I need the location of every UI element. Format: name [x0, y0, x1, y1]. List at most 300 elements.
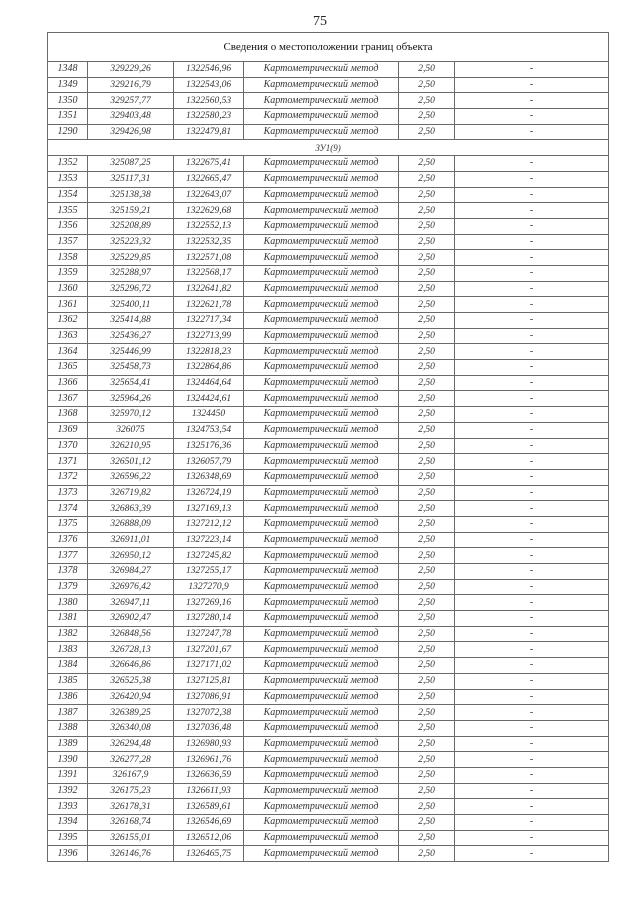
x-coordinate-cell: 325229,85	[88, 250, 174, 266]
table-row	[48, 516, 609, 532]
accuracy-cell: 2,50	[399, 579, 455, 595]
accuracy-cell: 2,50	[399, 407, 455, 423]
description-cell: -	[455, 187, 609, 203]
description-cell: -	[455, 658, 609, 674]
description-cell: -	[455, 642, 609, 658]
y-coordinate-cell: 1322675,41	[174, 156, 244, 172]
table-row	[48, 501, 609, 517]
y-coordinate-cell: 1326589,61	[174, 799, 244, 815]
description-cell: -	[455, 281, 609, 297]
x-coordinate-cell: 326646,86	[88, 658, 174, 674]
table-row	[48, 485, 609, 501]
x-coordinate-cell: 325436,27	[88, 328, 174, 344]
accuracy-cell: 2,50	[399, 218, 455, 234]
x-coordinate-cell: 325087,25	[88, 156, 174, 172]
description-cell: -	[455, 595, 609, 611]
table-row	[48, 422, 609, 438]
accuracy-cell: 2,50	[399, 454, 455, 470]
point-number-cell: 1353	[48, 171, 88, 187]
x-coordinate-cell: 326947,11	[88, 595, 174, 611]
accuracy-cell: 2,50	[399, 595, 455, 611]
point-number-cell: 1381	[48, 611, 88, 627]
description-cell: -	[455, 799, 609, 815]
table-row	[48, 156, 609, 172]
x-coordinate-cell: 326168,74	[88, 815, 174, 831]
y-coordinate-cell: 1324464,64	[174, 375, 244, 391]
accuracy-cell: 2,50	[399, 438, 455, 454]
accuracy-cell: 2,50	[399, 815, 455, 831]
y-coordinate-cell: 1322665,47	[174, 171, 244, 187]
accuracy-cell: 2,50	[399, 564, 455, 580]
table-row	[48, 391, 609, 407]
table-row	[48, 234, 609, 250]
y-coordinate-cell: 1324753,54	[174, 422, 244, 438]
table-row	[48, 720, 609, 736]
method-cell: Картометрический метод	[244, 281, 399, 297]
accuracy-cell: 2,50	[399, 736, 455, 752]
accuracy-cell: 2,50	[399, 689, 455, 705]
point-number-cell: 1383	[48, 642, 88, 658]
accuracy-cell: 2,50	[399, 203, 455, 219]
point-number-cell: 1350	[48, 93, 88, 109]
x-coordinate-cell: 325970,12	[88, 407, 174, 423]
description-cell: -	[455, 360, 609, 376]
table-row	[48, 673, 609, 689]
x-coordinate-cell: 325288,97	[88, 265, 174, 281]
x-coordinate-cell: 325117,31	[88, 171, 174, 187]
point-number-cell: 1362	[48, 313, 88, 329]
table-row	[48, 344, 609, 360]
y-coordinate-cell: 1327125,81	[174, 673, 244, 689]
table-row	[48, 218, 609, 234]
table-title: Сведения о местоположении границ объекта	[48, 33, 609, 62]
description-cell: -	[455, 830, 609, 846]
table-row	[48, 250, 609, 266]
description-cell: -	[455, 626, 609, 642]
accuracy-cell: 2,50	[399, 532, 455, 548]
x-coordinate-cell: 329257,77	[88, 93, 174, 109]
table-row	[48, 830, 609, 846]
point-number-cell: 1391	[48, 767, 88, 783]
y-coordinate-cell: 1322543,06	[174, 77, 244, 93]
x-coordinate-cell: 326389,25	[88, 705, 174, 721]
accuracy-cell: 2,50	[399, 516, 455, 532]
y-coordinate-cell: 1324450	[174, 407, 244, 423]
description-cell: -	[455, 234, 609, 250]
accuracy-cell: 2,50	[399, 234, 455, 250]
table-row	[48, 642, 609, 658]
description-cell: -	[455, 673, 609, 689]
table-row	[48, 77, 609, 93]
method-cell: Картометрический метод	[244, 767, 399, 783]
section-row	[48, 140, 609, 156]
point-number-cell: 1367	[48, 391, 88, 407]
method-cell: Картометрический метод	[244, 407, 399, 423]
point-number-cell: 1363	[48, 328, 88, 344]
y-coordinate-cell: 1325176,36	[174, 438, 244, 454]
table-row	[48, 689, 609, 705]
method-cell: Картометрический метод	[244, 548, 399, 564]
accuracy-cell: 2,50	[399, 485, 455, 501]
x-coordinate-cell: 326863,39	[88, 501, 174, 517]
table-row	[48, 611, 609, 627]
method-cell: Картометрический метод	[244, 720, 399, 736]
method-cell: Картометрический метод	[244, 736, 399, 752]
table-row	[48, 265, 609, 281]
description-cell: -	[455, 156, 609, 172]
point-number-cell: 1290	[48, 124, 88, 140]
point-number-cell: 1396	[48, 846, 88, 862]
x-coordinate-cell: 326167,9	[88, 767, 174, 783]
y-coordinate-cell: 1327269,16	[174, 595, 244, 611]
accuracy-cell: 2,50	[399, 391, 455, 407]
y-coordinate-cell: 1327169,13	[174, 501, 244, 517]
x-coordinate-cell: 326175,23	[88, 783, 174, 799]
table-row	[48, 579, 609, 595]
y-coordinate-cell: 1327223,14	[174, 532, 244, 548]
accuracy-cell: 2,50	[399, 705, 455, 721]
y-coordinate-cell: 1322546,96	[174, 62, 244, 78]
y-coordinate-cell: 1322643,07	[174, 187, 244, 203]
table-row	[48, 564, 609, 580]
table-row	[48, 328, 609, 344]
point-number-cell: 1392	[48, 783, 88, 799]
y-coordinate-cell: 1322864,86	[174, 360, 244, 376]
point-number-cell: 1389	[48, 736, 88, 752]
table-row	[48, 109, 609, 125]
description-cell: -	[455, 250, 609, 266]
y-coordinate-cell: 1327171,02	[174, 658, 244, 674]
description-cell: -	[455, 375, 609, 391]
method-cell: Картометрический метод	[244, 438, 399, 454]
accuracy-cell: 2,50	[399, 360, 455, 376]
accuracy-cell: 2,50	[399, 422, 455, 438]
method-cell: Картометрический метод	[244, 799, 399, 815]
y-coordinate-cell: 1322629,68	[174, 203, 244, 219]
point-number-cell: 1352	[48, 156, 88, 172]
y-coordinate-cell: 1326636,59	[174, 767, 244, 783]
y-coordinate-cell: 1326611,93	[174, 783, 244, 799]
point-number-cell: 1365	[48, 360, 88, 376]
method-cell: Картометрический метод	[244, 564, 399, 580]
accuracy-cell: 2,50	[399, 830, 455, 846]
description-cell: -	[455, 93, 609, 109]
accuracy-cell: 2,50	[399, 752, 455, 768]
point-number-cell: 1358	[48, 250, 88, 266]
x-coordinate-cell: 326210,95	[88, 438, 174, 454]
point-number-cell: 1366	[48, 375, 88, 391]
method-cell: Картометрический метод	[244, 454, 399, 470]
table-row	[48, 360, 609, 376]
accuracy-cell: 2,50	[399, 767, 455, 783]
method-cell: Картометрический метод	[244, 313, 399, 329]
method-cell: Картометрический метод	[244, 611, 399, 627]
point-number-cell: 1380	[48, 595, 88, 611]
point-number-cell: 1374	[48, 501, 88, 517]
y-coordinate-cell: 1322552,13	[174, 218, 244, 234]
point-number-cell: 1385	[48, 673, 88, 689]
method-cell: Картометрический метод	[244, 846, 399, 862]
description-cell: -	[455, 391, 609, 407]
accuracy-cell: 2,50	[399, 783, 455, 799]
x-coordinate-cell: 325296,72	[88, 281, 174, 297]
x-coordinate-cell: 326420,94	[88, 689, 174, 705]
description-cell: -	[455, 846, 609, 862]
method-cell: Картометрический метод	[244, 124, 399, 140]
y-coordinate-cell: 1327245,82	[174, 548, 244, 564]
method-cell: Картометрический метод	[244, 234, 399, 250]
x-coordinate-cell: 326848,56	[88, 626, 174, 642]
y-coordinate-cell: 1326057,79	[174, 454, 244, 470]
point-number-cell: 1394	[48, 815, 88, 831]
description-cell: -	[455, 532, 609, 548]
method-cell: Картометрический метод	[244, 830, 399, 846]
method-cell: Картометрический метод	[244, 783, 399, 799]
description-cell: -	[455, 736, 609, 752]
method-cell: Картометрический метод	[244, 658, 399, 674]
table-row	[48, 548, 609, 564]
table-row	[48, 469, 609, 485]
y-coordinate-cell: 1322641,82	[174, 281, 244, 297]
description-cell: -	[455, 501, 609, 517]
table-row	[48, 297, 609, 313]
method-cell: Картометрический метод	[244, 171, 399, 187]
method-cell: Картометрический метод	[244, 203, 399, 219]
accuracy-cell: 2,50	[399, 281, 455, 297]
y-coordinate-cell: 1327270,9	[174, 579, 244, 595]
description-cell: -	[455, 344, 609, 360]
point-number-cell: 1357	[48, 234, 88, 250]
y-coordinate-cell: 1322621,78	[174, 297, 244, 313]
table-row	[48, 93, 609, 109]
method-cell: Картометрический метод	[244, 77, 399, 93]
point-number-cell: 1368	[48, 407, 88, 423]
accuracy-cell: 2,50	[399, 62, 455, 78]
point-number-cell: 1372	[48, 469, 88, 485]
description-cell: -	[455, 767, 609, 783]
point-number-cell: 1387	[48, 705, 88, 721]
y-coordinate-cell: 1327036,48	[174, 720, 244, 736]
accuracy-cell: 2,50	[399, 501, 455, 517]
x-coordinate-cell: 326525,38	[88, 673, 174, 689]
x-coordinate-cell: 326146,76	[88, 846, 174, 862]
method-cell: Картометрический метод	[244, 344, 399, 360]
x-coordinate-cell: 326178,31	[88, 799, 174, 815]
table-row	[48, 736, 609, 752]
table-row	[48, 454, 609, 470]
y-coordinate-cell: 1327201,67	[174, 642, 244, 658]
method-cell: Картометрический метод	[244, 689, 399, 705]
point-number-cell: 1370	[48, 438, 88, 454]
point-number-cell: 1378	[48, 564, 88, 580]
point-number-cell: 1393	[48, 799, 88, 815]
x-coordinate-cell: 329216,79	[88, 77, 174, 93]
method-cell: Картометрический метод	[244, 62, 399, 78]
point-number-cell: 1373	[48, 485, 88, 501]
point-number-cell: 1379	[48, 579, 88, 595]
method-cell: Картометрический метод	[244, 156, 399, 172]
point-number-cell: 1369	[48, 422, 88, 438]
table-row	[48, 281, 609, 297]
accuracy-cell: 2,50	[399, 93, 455, 109]
y-coordinate-cell: 1326961,76	[174, 752, 244, 768]
description-cell: -	[455, 203, 609, 219]
y-coordinate-cell: 1326546,69	[174, 815, 244, 831]
accuracy-cell: 2,50	[399, 313, 455, 329]
description-cell: -	[455, 62, 609, 78]
method-cell: Картометрический метод	[244, 815, 399, 831]
method-cell: Картометрический метод	[244, 109, 399, 125]
x-coordinate-cell: 326888,09	[88, 516, 174, 532]
accuracy-cell: 2,50	[399, 328, 455, 344]
method-cell: Картометрический метод	[244, 375, 399, 391]
description-cell: -	[455, 579, 609, 595]
x-coordinate-cell: 326984,27	[88, 564, 174, 580]
x-coordinate-cell: 326976,42	[88, 579, 174, 595]
point-number-cell: 1388	[48, 720, 88, 736]
method-cell: Картометрический метод	[244, 360, 399, 376]
accuracy-cell: 2,50	[399, 297, 455, 313]
x-coordinate-cell: 329229,26	[88, 62, 174, 78]
y-coordinate-cell: 1322818,23	[174, 344, 244, 360]
method-cell: Картометрический метод	[244, 579, 399, 595]
table-row	[48, 783, 609, 799]
method-cell: Картометрический метод	[244, 265, 399, 281]
description-cell: -	[455, 297, 609, 313]
y-coordinate-cell: 1324424,61	[174, 391, 244, 407]
table-row	[48, 124, 609, 140]
accuracy-cell: 2,50	[399, 469, 455, 485]
description-cell: -	[455, 705, 609, 721]
accuracy-cell: 2,50	[399, 720, 455, 736]
description-cell: -	[455, 564, 609, 580]
table-row	[48, 658, 609, 674]
x-coordinate-cell: 326719,82	[88, 485, 174, 501]
description-cell: -	[455, 218, 609, 234]
table-row	[48, 407, 609, 423]
y-coordinate-cell: 1322560,53	[174, 93, 244, 109]
y-coordinate-cell: 1326512,06	[174, 830, 244, 846]
x-coordinate-cell: 326294,48	[88, 736, 174, 752]
method-cell: Картометрический метод	[244, 673, 399, 689]
method-cell: Картометрический метод	[244, 218, 399, 234]
method-cell: Картометрический метод	[244, 705, 399, 721]
table-row	[48, 752, 609, 768]
x-coordinate-cell: 326911,01	[88, 532, 174, 548]
method-cell: Картометрический метод	[244, 501, 399, 517]
accuracy-cell: 2,50	[399, 265, 455, 281]
table-row	[48, 375, 609, 391]
x-coordinate-cell: 326075	[88, 422, 174, 438]
table-row	[48, 62, 609, 78]
point-number-cell: 1371	[48, 454, 88, 470]
y-coordinate-cell: 1327072,38	[174, 705, 244, 721]
x-coordinate-cell: 325964,26	[88, 391, 174, 407]
accuracy-cell: 2,50	[399, 626, 455, 642]
method-cell: Картометрический метод	[244, 93, 399, 109]
table-row	[48, 846, 609, 862]
y-coordinate-cell: 1326348,69	[174, 469, 244, 485]
point-number-cell: 1349	[48, 77, 88, 93]
point-number-cell: 1360	[48, 281, 88, 297]
x-coordinate-cell: 325446,99	[88, 344, 174, 360]
point-number-cell: 1382	[48, 626, 88, 642]
y-coordinate-cell: 1327212,12	[174, 516, 244, 532]
description-cell: -	[455, 313, 609, 329]
accuracy-cell: 2,50	[399, 799, 455, 815]
table-row	[48, 626, 609, 642]
description-cell: -	[455, 783, 609, 799]
accuracy-cell: 2,50	[399, 344, 455, 360]
point-number-cell: 1377	[48, 548, 88, 564]
y-coordinate-cell: 1322571,08	[174, 250, 244, 266]
table-row	[48, 595, 609, 611]
description-cell: -	[455, 689, 609, 705]
table-row	[48, 171, 609, 187]
description-cell: -	[455, 109, 609, 125]
y-coordinate-cell: 1322713,99	[174, 328, 244, 344]
x-coordinate-cell: 325414,88	[88, 313, 174, 329]
y-coordinate-cell: 1322532,35	[174, 234, 244, 250]
method-cell: Картометрический метод	[244, 391, 399, 407]
description-cell: -	[455, 171, 609, 187]
point-number-cell: 1390	[48, 752, 88, 768]
table-row	[48, 438, 609, 454]
accuracy-cell: 2,50	[399, 611, 455, 627]
y-coordinate-cell: 1326465,75	[174, 846, 244, 862]
method-cell: Картометрический метод	[244, 642, 399, 658]
x-coordinate-cell: 326155,01	[88, 830, 174, 846]
accuracy-cell: 2,50	[399, 846, 455, 862]
accuracy-cell: 2,50	[399, 673, 455, 689]
accuracy-cell: 2,50	[399, 171, 455, 187]
method-cell: Картометрический метод	[244, 422, 399, 438]
method-cell: Картометрический метод	[244, 469, 399, 485]
method-cell: Картометрический метод	[244, 532, 399, 548]
point-number-cell: 1395	[48, 830, 88, 846]
description-cell: -	[455, 548, 609, 564]
method-cell: Картометрический метод	[244, 297, 399, 313]
description-cell: -	[455, 265, 609, 281]
table-row	[48, 767, 609, 783]
x-coordinate-cell: 325208,89	[88, 218, 174, 234]
description-cell: -	[455, 328, 609, 344]
y-coordinate-cell: 1326724,19	[174, 485, 244, 501]
method-cell: Картометрический метод	[244, 752, 399, 768]
x-coordinate-cell: 326596,22	[88, 469, 174, 485]
point-number-cell: 1359	[48, 265, 88, 281]
y-coordinate-cell: 1327280,14	[174, 611, 244, 627]
x-coordinate-cell: 325458,73	[88, 360, 174, 376]
accuracy-cell: 2,50	[399, 77, 455, 93]
accuracy-cell: 2,50	[399, 250, 455, 266]
point-number-cell: 1354	[48, 187, 88, 203]
point-number-cell: 1361	[48, 297, 88, 313]
description-cell: -	[455, 124, 609, 140]
table-row	[48, 313, 609, 329]
y-coordinate-cell: 1327086,91	[174, 689, 244, 705]
boundary-coordinates-table	[47, 32, 609, 862]
y-coordinate-cell: 1322479,81	[174, 124, 244, 140]
description-cell: -	[455, 469, 609, 485]
x-coordinate-cell: 325223,32	[88, 234, 174, 250]
accuracy-cell: 2,50	[399, 124, 455, 140]
y-coordinate-cell: 1326980,93	[174, 736, 244, 752]
point-number-cell: 1384	[48, 658, 88, 674]
table-row	[48, 705, 609, 721]
method-cell: Картометрический метод	[244, 516, 399, 532]
x-coordinate-cell: 325159,21	[88, 203, 174, 219]
